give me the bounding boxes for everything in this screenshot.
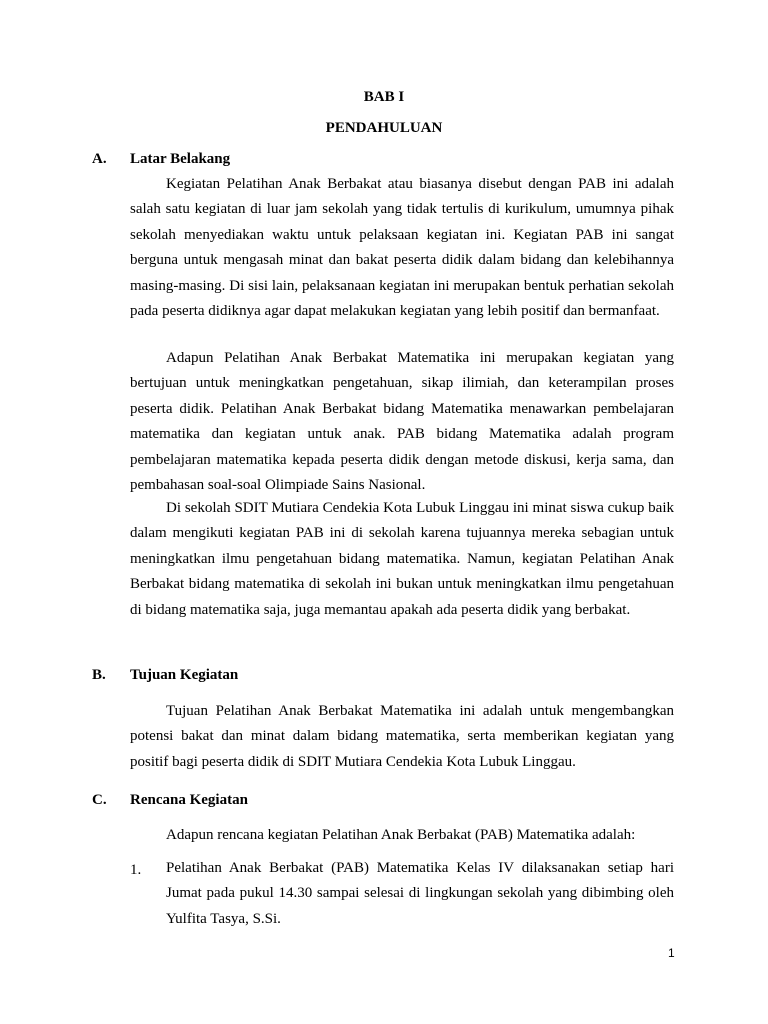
section-c-intro: Adapun rencana kegiatan Pelatihan Anak Berbakat (PAB) Matematika adalah: [166,827,636,843]
section-a-letter: A. [92,151,107,167]
list-item-text: Pelatihan Anak Berbakat (PAB) Matematika Kelas IV dilaksanakan setiap hari Jumat pada pukul 14.30 sampai selesai di lingkungan sekolah yang dibimbing oleh Yulfita Tasya, S.Si. [166,860,674,927]
section-a-paragraph-1: Kegiatan Pelatihan Anak Berbakat atau biasanya disebut dengan PAB ini adalah salah satu kegiatan di luar jam sekolah yang tidak tertulis di kurikulum, umumnya pihak sekolah menyediakan waktu untuk pelaksaan kegiatan ini. Kegiatan PAB ini sangat berguna untuk mengasah minat dan bakat peserta didik dalam bidang dan kelebihannya masing-masing. Di sisi lain, pelaksanaan kegiatan ini merupakan bentuk perhatian sekolah pada peserta didiknya agar dapat melakukan kegiatan yang lebih positif dan bermanfaat. [130,176,674,320]
list-item-number: 1. [130,862,142,878]
section-b-letter: B. [92,667,106,683]
section-b-paragraph-1: Tujuan Pelatihan Anak Berbakat Matematika ini adalah untuk mengembangkan potensi bakat dan minat dalam bidang matematika, serta memberikan kegiatan yang positif bagi peserta didik di SDIT Mutiara Cendekia Kota Lubuk Linggau. [130,703,674,770]
section-c-title: Rencana Kegiatan [130,792,248,808]
chapter-title: PENDAHULUAN [325,120,443,136]
section-a-title: Latar Belakang [130,151,231,167]
page-number: 1 [668,946,675,960]
chapter-number: BAB I [363,89,405,105]
section-c-letter: C. [92,792,107,808]
section-a-paragraph-3: Di sekolah SDIT Mutiara Cendekia Kota Lubuk Linggau ini minat siswa cukup baik dalam mengikuti kegiatan PAB ini di sekolah karena tujuannya mereka sebagian untuk meningkatkan ilmu pengetahuan bidang matematika. Namun, kegiatan Pelatihan Anak Berbakat bidang matematika di sekolah ini bukan untuk meningkatkan ilmu pengetahuan di bidang matematika saja, juga memantau apakah ada peserta didik yang berbakat. [130,500,674,618]
section-a-paragraph-2: Adapun Pelatihan Anak Berbakat Matematika ini merupakan kegiatan yang bertujuan untuk meningkatkan pengetahuan, sikap ilimiah, dan keterampilan proses peserta didik. Pelatihan Anak Berbakat bidang Matematika menawarkan pembelajaran matematika dan kegiatan untuk anak. PAB bidang Matematika adalah program pembelajaran matematika kepada peserta didik dengan metode diskusi, kerja sama, dan pembahasan soal-soal Olimpiade Sains Nasional. [130,350,674,494]
section-b-title: Tujuan Kegiatan [130,667,239,683]
